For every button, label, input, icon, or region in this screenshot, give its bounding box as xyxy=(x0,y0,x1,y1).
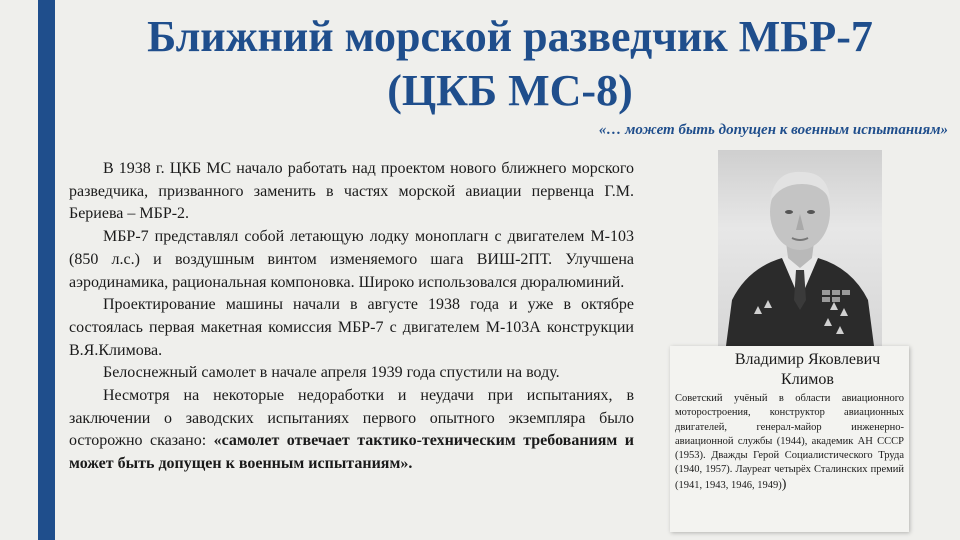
paragraph-5 xyxy=(69,385,634,476)
paragraph-3: Проектирование машины начали в августе 1938 года и уже в октябре состоялась первая макетная комиссия МБР-7 с двигателем М-103А конструкции В.Я.Климова. xyxy=(69,296,634,359)
subtitle-quote: «… может быть допущен к военным испытаниям» xyxy=(598,122,948,138)
paragraph-5-quote: «самолет отвечает тактико-техническим требованиям и может быть допущен к военным испытаниям». xyxy=(69,432,634,473)
caption-bio xyxy=(675,392,904,493)
page-title xyxy=(60,10,960,118)
title-line-1: Ближний морской разведчик МБР-7 xyxy=(147,12,873,61)
paragraph-4: Белоснежный самолет в начале апреля 1939 года спустили на воду. xyxy=(103,364,560,382)
paragraph-1: В 1938 г. ЦКБ МС начало работать над проектом нового ближнего морского разведчика, призванного заменить в частях морской авиации первенца Г.М. Бериева – МБР-2. xyxy=(69,160,634,223)
paragraph-5-text: Несмотря на некоторые недоработки и неудачи при испытаниях, в заключении о заводских испытаниях первого опытного экземпляра было осторожно сказано: xyxy=(69,387,634,450)
portrait-illustration xyxy=(718,150,882,346)
caption-box xyxy=(670,346,909,532)
portrait-photo xyxy=(718,150,882,346)
main-text xyxy=(69,158,634,476)
caption-bio-close: ) xyxy=(781,476,787,492)
caption-bio-text: Советский учёный в области авиационного моторостроения, конструктор авиационных двигателей, генерал-майор инженерно-авиационной службы (1944), академик АН СССР (1953). Дважды Герой Социалистического Труда (1940, 1957). Лауреат четырёх Сталинских премий (1941, 1943, 1946, 1949) xyxy=(675,393,904,491)
left-accent-bar xyxy=(38,0,55,540)
title-line-2: (ЦКБ МС-8) xyxy=(387,66,633,115)
caption-name-line-2: Климов xyxy=(781,371,834,388)
caption-name xyxy=(670,350,909,390)
paragraph-2: МБР-7 представлял собой летающую лодку моноплагн с двигателем М-103 (850 л.с.) и воздушным винтом изменяемого шага ВИШ-2ПТ. Улучшена аэродинамика, рациональная компоновка. Широко использовался дюралюминий. xyxy=(69,228,634,291)
caption-name-line-1: Владимир Яковлевич xyxy=(734,351,881,368)
